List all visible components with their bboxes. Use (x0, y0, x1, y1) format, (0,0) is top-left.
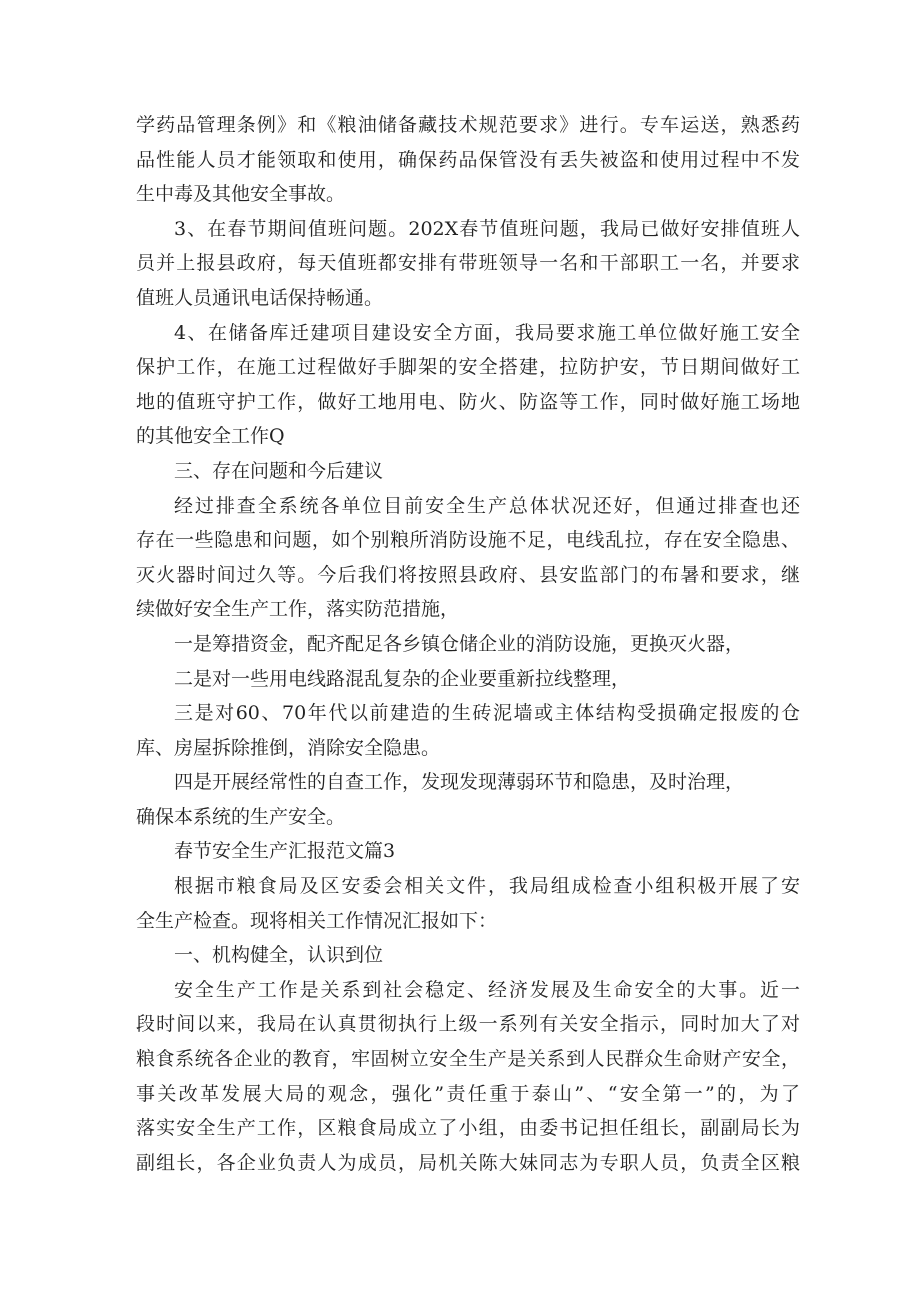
paragraph-line: 全生产检查。现将相关工作情况汇报如下： (136, 909, 498, 932)
paragraph-line: 落实安全生产工作，区粮食局成立了小组，由委书记担任组长，副副局长为 (136, 1117, 800, 1140)
paragraph-first-line: 三是对60、70年代以前建造的生砖泥墙或主体结构受损确定报废的仓 (174, 702, 800, 725)
paragraph-line: 员并上报县政府，每天值班都安排有带班领导一名和干部职工一名，并要求 (136, 252, 800, 275)
paragraph-first-line: 四是开展经常性的自查工作，发现发现薄弱环节和隐患，及时治理， (174, 771, 745, 794)
paragraph-first-line: 一是筹措资金，配齐配足各乡镇仓储企业的消防设施，更换灭火器， (174, 632, 745, 655)
paragraph-first-line: 春节安全生产汇报范文篇3 (174, 840, 396, 863)
paragraph-first-line: 安全生产工作是关系到社会稳定、经济发展及生命安全的大事。近一 (174, 978, 800, 1001)
paragraph-line: 确保本系统的生产安全。 (136, 805, 346, 828)
paragraph-first-line: 经过排查全系统各单位目前安全生产总体状况还好，但通过排查也还 (174, 494, 800, 517)
document-body (136, 108, 800, 1180)
paragraph-line: 学药品管理条例》和《粮油储备藏技术规范要求》进行。专车运送，熟悉药 (136, 114, 800, 136)
paragraph-line: 副组长，各企业负责人为成员，局机关陈大妹同志为专职人员，负责全区粮 (136, 1151, 800, 1174)
paragraph-line: 续做好安全生产工作，落实防范措施， (136, 598, 460, 621)
paragraph-line: 品性能人员才能领取和使用，确保药品保管没有丢失被盗和使用过程中不发 (136, 148, 800, 171)
paragraph-line: 粮食系统各企业的教育，牢固树立安全生产是关系到人民群众生命财产安全， (136, 1048, 800, 1071)
paragraph-line: 段时间以来，我局在认真贯彻执行上级一系列有关安全指示，同时加大了对 (136, 1013, 800, 1036)
paragraph-first-line: 一、机构健全，认识到位 (174, 944, 384, 967)
paragraph-line: 值班人员通讯电话保持畅通。 (136, 286, 384, 309)
paragraph-first-line: 二是对一些用电线路混乱复杂的企业要重新拉线整理， (174, 667, 631, 690)
paragraph-first-line: 4、在储备库迁建项目建设安全方面，我局要求施工单位做好施工安全 (174, 321, 800, 344)
paragraph-line: 库、房屋拆除推倒，消除安全隐患。 (136, 736, 441, 759)
paragraph-line: 地的值班守护工作，做好工地用电、防火、防盗等工作，同时做好施工场地 (136, 390, 800, 413)
paragraph-line: 事关改革发展大局的观念，强化”责任重于泰山”、“安全第一”的，为了 (136, 1082, 800, 1105)
paragraph-line: 的其他安全工作Q (136, 425, 285, 448)
paragraph-line: 灭火器时间过久等。今后我们将按照县政府、县安监部门的布暑和要求，继 (136, 563, 800, 586)
paragraph-first-line: 3、在春节期间值班问题。202X春节值班问题，我局已做好安排值班人 (174, 217, 800, 240)
paragraph-line: 存在一些隐患和问题，如个别粮所消防设施不足，电线乱拉，存在安全隐患、 (136, 529, 800, 552)
paragraph-line: 生中毒及其他安全事故。 (136, 183, 346, 206)
paragraph-first-line: 根据市粮食局及区安委会相关文件，我局组成检查小组积极开展了安 (174, 875, 800, 898)
paragraph-line: 保护工作，在施工过程做好手脚架的安全搭建，拉防护安，节日期间做好工 (136, 356, 800, 379)
paragraph-first-line: 三、存在问题和今后建议 (174, 459, 384, 482)
